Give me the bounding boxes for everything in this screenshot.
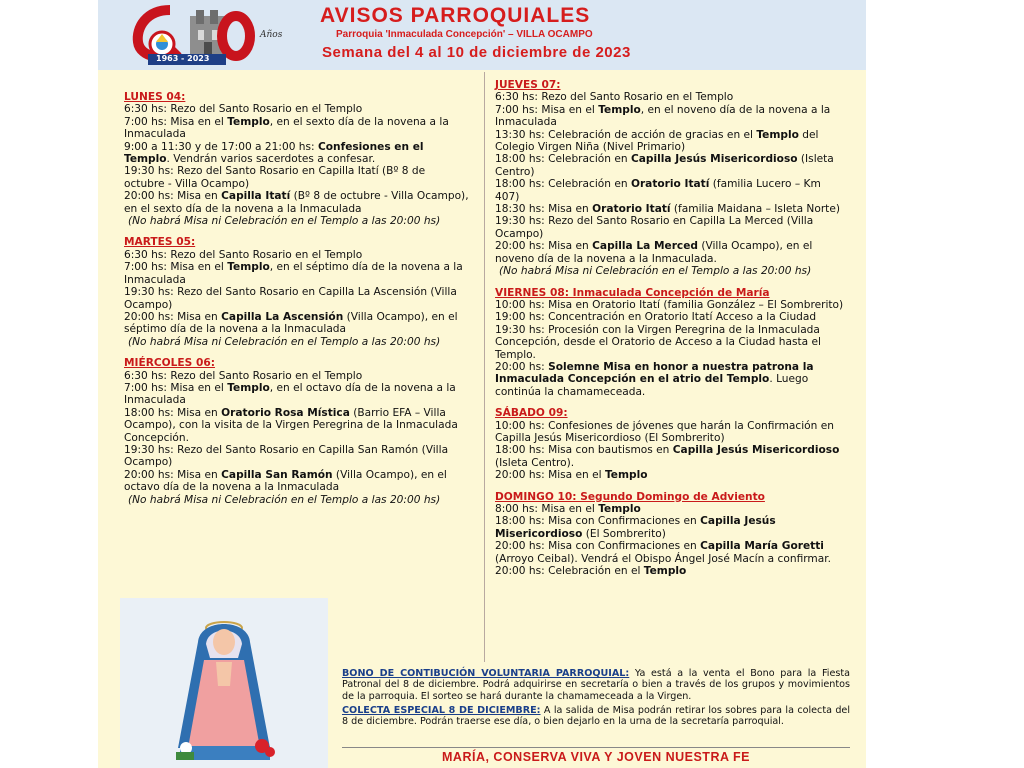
statue-illustration: [120, 598, 328, 768]
schedule-entry: [495, 420, 845, 445]
entry-text: . Vendrán varios sacerdotes a confesar.: [166, 153, 376, 166]
place-name: Solemne Misa en honor a nuestra patrona la Inmaculada Concepción en el atrio del Templo: [495, 360, 814, 386]
notice-body: A la salida de Misa podrán retirar los sobres para la colecta del 8 de diciembre. Podrán traerse ese día, o bien dejarlo en la urna de la secretaría parroquial.: [342, 704, 850, 728]
place-name: Templo: [227, 261, 270, 274]
entry-text: (familia Maidana – Isleta Norte): [670, 203, 840, 216]
day-title: JUEVES 07:: [495, 79, 561, 91]
schedule-note: [495, 265, 845, 277]
entry-text: 6:30 hs: Rezo del Santo Rosario en el Templo: [124, 248, 363, 261]
schedule-entry: [124, 141, 469, 166]
entry-text: (No habrá Misa ni Celebración en el Templo a las 20:00 hs): [499, 265, 812, 278]
entry-text: (Villa Ocampo), en el séptimo día de la novena a la Inmaculada: [124, 310, 458, 336]
schedule-entry: [124, 311, 469, 336]
place-name: Capilla Jesús Misericordioso: [672, 444, 840, 457]
schedule-entry: [495, 503, 845, 515]
entry-text: 20:00 hs: Misa en: [124, 190, 222, 203]
entry-text: 19:00 hs: Concentración en Oratorio Itatí Acceso a la Ciudad: [495, 311, 817, 324]
schedule-entry: [124, 382, 469, 407]
parish-notices: [342, 668, 850, 730]
parish-motto: MARÍA, CONSERVA VIVA Y JOVEN NUESTRA FE: [442, 750, 750, 764]
entry-text: 6:30 hs: Rezo del Santo Rosario en el Templo: [124, 103, 363, 116]
entry-text: (El Sombrerito): [582, 527, 666, 540]
entry-text: 8:00 hs: Misa en el: [495, 503, 599, 515]
entry-text: 18:00 hs: Celebración en: [495, 178, 631, 191]
entry-text: 7:00 hs: Misa en el: [124, 381, 228, 394]
entry-text: (No habrá Misa ni Celebración en el Templo a las 20:00 hs): [128, 215, 441, 228]
place-name: Capilla Jesús Misericordioso: [630, 153, 798, 166]
day-title: MARTES 05:: [124, 236, 196, 249]
day-block: [495, 407, 845, 481]
schedule-entry: [124, 190, 469, 215]
column-divider: [484, 72, 485, 662]
schedule-entry: [495, 203, 845, 215]
schedule-entry: [495, 361, 845, 398]
schedule-entry: [124, 407, 469, 444]
entry-text: 9:00 a 11:30 y de 17:00 a 21:00 hs:: [124, 140, 318, 153]
entry-text: 7:00 hs: Misa en el: [124, 261, 228, 274]
schedule-entry: [495, 565, 845, 577]
place-name: Templo: [598, 503, 641, 515]
entry-text: (Arroyo Ceibal). Vendrá el Obispo Ángel José Macín a confirmar.: [495, 552, 831, 565]
week-range: Semana del 4 al 10 de diciembre de 2023: [322, 44, 631, 61]
schedule-note: [124, 215, 469, 227]
entry-text: 20:00 hs: Celebración en el: [495, 565, 644, 578]
entry-text: 20:00 hs: Misa en: [124, 310, 222, 323]
place-name: Capilla María Goretti: [700, 540, 824, 553]
parish-subtitle: Parroquia 'Inmaculada Concepción' – VILLA OCAMPO: [336, 29, 593, 40]
entry-text: . Luego continúa la chamameceada.: [495, 373, 809, 398]
place-name: Capilla La Merced: [592, 240, 698, 253]
footer-divider: [342, 747, 850, 748]
schedule-entry: [495, 515, 845, 540]
notice-title: COLECTA ESPECIAL 8 DE DICIEMBRE:: [342, 704, 541, 716]
entry-text: (Isleta Centro).: [495, 456, 575, 469]
entry-text: 20:00 hs: Misa con Confirmaciones en: [495, 540, 701, 553]
entry-text: 19:30 hs: Rezo del Santo Rosario en Capilla La Ascensión (Villa Ocampo): [124, 286, 457, 311]
entry-text: (Villa Ocampo), en el octavo día de la novena a la Inmaculada: [124, 468, 447, 494]
place-name: Templo: [756, 128, 799, 141]
place-name: Oratorio Itatí: [592, 203, 671, 216]
entry-text: 18:00 hs: Misa con Confirmaciones en: [495, 515, 701, 528]
entry-text: , en el noveno día de la novena a la Inmaculada: [495, 103, 831, 129]
day-title: SÁBADO 09:: [495, 407, 568, 420]
entry-text: 7:00 hs: Misa en el: [495, 103, 599, 116]
day-title: MIÉRCOLES 06:: [124, 357, 215, 370]
place-name: Oratorio Rosa Mística: [221, 406, 350, 419]
entry-text: 20:00 hs: Misa en el: [495, 469, 605, 482]
entry-text: 20:00 hs: Misa en: [495, 240, 593, 253]
day-block: [124, 91, 469, 227]
schedule-entry: [495, 240, 845, 265]
entry-text: , en el séptimo día de la novena a la Inmaculada: [124, 261, 463, 286]
schedule-entry: [124, 249, 469, 261]
schedule-entry: [124, 261, 469, 286]
entry-text: (No habrá Misa ni Celebración en el Templo a las 20:00 hs): [128, 493, 441, 506]
virgin-mary-statue-image: [120, 598, 328, 768]
place-name: Templo: [227, 115, 270, 128]
entry-text: 18:30 hs: Misa en: [495, 203, 593, 216]
place-name: Oratorio Itatí: [630, 178, 710, 191]
entry-text: , en el octavo día de la novena a la Inmaculada: [124, 381, 456, 407]
entry-text: , en el sexto día de la novena a la Inmaculada: [124, 115, 449, 141]
entry-text: (No habrá Misa ni Celebración en el Templo a las 20:00 hs): [128, 335, 441, 348]
day-title: VIERNES 08: Inmaculada Concepción de María: [495, 286, 770, 299]
right-schedule-column: [495, 79, 845, 586]
schedule-entry: [495, 178, 845, 203]
schedule-entry: [495, 311, 845, 323]
schedule-entry: [124, 103, 469, 115]
entry-text: (Isleta Centro): [495, 153, 834, 178]
place-name: Capilla La Ascensión: [221, 310, 344, 323]
schedule-entry: [495, 91, 845, 103]
entry-text: 10:00 hs: Confesiones de jóvenes que harán la Confirmación en Capilla Jesús Misericordioso (El Sombrerito): [495, 419, 834, 444]
entry-text: del Colegio Virgen Niña (Nivel Primario): [495, 128, 819, 154]
place-name: Capilla Jesús Misericordioso: [495, 515, 776, 540]
schedule-note: [124, 336, 469, 348]
day-block: [124, 236, 469, 348]
entry-text: (Villa Ocampo), en el noveno día de la novena a la Inmaculada.: [495, 240, 813, 265]
entry-text: (Barrio EFA – Villa Ocampo), con la visita de la Virgen Peregrina de la Inmaculada Concepción.: [124, 406, 458, 444]
page-title: AVISOS PARROQUIALES: [320, 4, 591, 27]
entry-text: 7:00 hs: Misa en el: [124, 115, 228, 128]
schedule-entry: [124, 286, 469, 311]
schedule-entry: [495, 104, 845, 129]
entry-text: 10:00 hs: Misa en Oratorio Itatí (familia González – El Sombrerito): [495, 298, 844, 311]
place-name: Capilla San Ramón: [221, 468, 333, 481]
logo-anos-text: Años: [260, 30, 283, 40]
entry-text: 20:00 hs: Misa en: [124, 468, 222, 481]
schedule-entry: [124, 116, 469, 141]
place-name: Templo: [604, 469, 648, 482]
notice-body: Ya está a la venta el Bono para la Fiesta Patronal del 8 de diciembre. Podrá adquirirse en secretaría o bien a través de los grupos y movimientos de la parroquia. El sorteo se hará durante la chamameceada a la Virgen.: [342, 668, 850, 702]
entry-text: 19:30 hs: Rezo del Santo Rosario en Capilla San Ramón (Villa Ocampo): [124, 443, 449, 469]
entry-text: 19:30 hs: Rezo del Santo Rosario en Capilla Itatí (Bº 8 de octubre - Villa Ocampo): [124, 165, 426, 190]
entry-text: 18:00 hs: Celebración en: [495, 153, 631, 166]
schedule-entry: [495, 324, 845, 361]
header-banner: [98, 0, 866, 70]
place-name: Templo: [227, 381, 270, 394]
entry-text: (familia Lucero – Km 407): [495, 178, 821, 203]
schedule-entry: [495, 444, 845, 469]
entry-text: 20:00 hs:: [495, 360, 549, 373]
entry-text: 18:00 hs: Misa en: [124, 406, 222, 419]
schedule-entry: [124, 444, 469, 469]
schedule-entry: [495, 153, 845, 178]
day-title: DOMINGO 10: Segundo Domingo de Adviento: [495, 490, 765, 503]
day-block: [495, 79, 845, 278]
place-name: Templo: [643, 565, 687, 578]
schedule-entry: [124, 370, 469, 382]
schedule-entry: [495, 299, 845, 311]
schedule-entry: [495, 469, 845, 481]
bulletin-sheet: [98, 0, 866, 768]
day-title: LUNES 04:: [124, 91, 186, 103]
logo-years-text: 1963 - 2023: [156, 54, 210, 63]
schedule-entry: [495, 215, 845, 240]
anniversary-logo: [126, 4, 283, 66]
entry-text: 6:30 hs: Rezo del Santo Rosario en el Templo: [124, 369, 363, 382]
notice-paragraph: [342, 705, 850, 728]
place-name: Capilla Itatí: [221, 190, 291, 203]
entry-text: 6:30 hs: Rezo del Santo Rosario en el Templo: [495, 91, 734, 104]
place-name: Confesiones en el Templo: [124, 140, 424, 166]
schedule-note: [124, 494, 469, 506]
schedule-entry: [495, 540, 845, 565]
day-block: [495, 287, 845, 399]
schedule-entry: [124, 469, 469, 494]
entry-text: 19:30 hs: Rezo del Santo Rosario en Capilla La Merced (Villa Ocampo): [495, 215, 814, 240]
entry-text: 18:00 hs: Misa con bautismos en: [495, 444, 673, 457]
left-schedule-column: [124, 91, 469, 515]
entry-text: (Bº 8 de octubre - Villa Ocampo), en el sexto día de la novena a la Inmaculada: [124, 190, 469, 215]
place-name: Templo: [598, 103, 641, 116]
schedule-entry: [495, 129, 845, 154]
entry-text: 19:30 hs: Procesión con la Virgen Peregrina de la Inmaculada Concepción, desde el Oratorio de Acceso a la Ciudad hasta el Templo.: [495, 323, 821, 361]
notice-title: BONO DE CONTIBUCIÓN VOLUNTARIA PARROQUIAL:: [342, 668, 630, 679]
entry-text: 13:30 hs: Celebración de acción de gracias en el: [495, 128, 757, 141]
day-block: [495, 491, 845, 578]
day-block: [124, 357, 469, 506]
notice-paragraph: [342, 668, 850, 702]
schedule-entry: [124, 165, 469, 190]
